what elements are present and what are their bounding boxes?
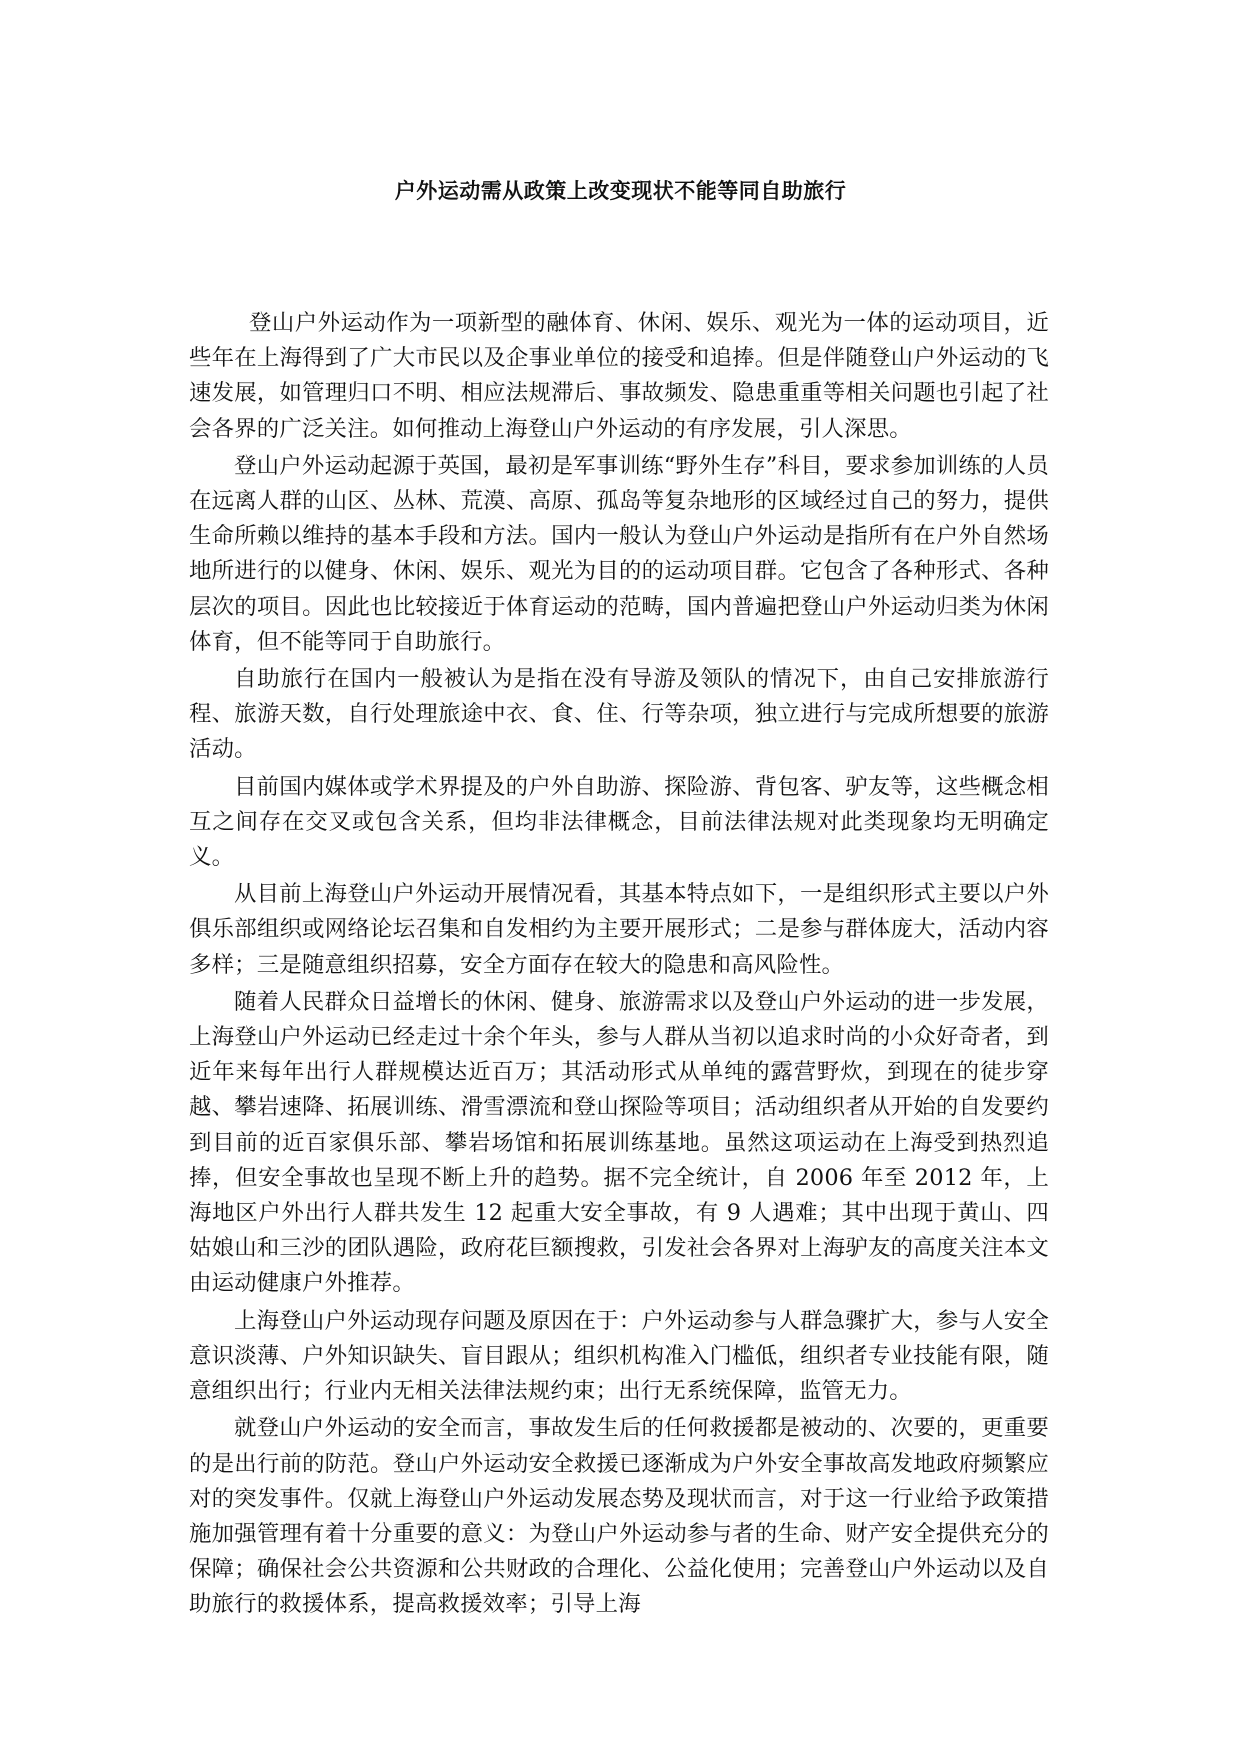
paragraph: 登山户外运动起源于英国，最初是军事训练“野外生存”科目，要求参加训练的人员在远离人群的山区、丛林、荒漠、高原、孤岛等复杂地形的区域经过自己的努力，提供生命所赖以维持的基本手段和方法。国内一般认为登山户外运动是指所有在户外自然场地所进行的以健身、休闲、娱乐、观光为目的的运动项目群。它包含了各种形式、各种层次的项目。因此也比较接近于体育运动的范畴，国内普遍把登山户外运动归类为休闲体育，但不能等同于自助旅行。: [189, 452, 1049, 655]
paragraph: 就登山户外运动的安全而言，事故发生后的任何救援都是被动的、次要的，更重要的是出行前的防范。登山户外运动安全救援已逐渐成为户外安全事故高发地政府频繁应对的突发事件。仅就上海登山户外运动发展态势及现状而言，对于这一行业给予政策措施加强管理有着十分重要的意义：为登山户外运动参与者的生命、财产安全提供充分的保障；确保社会公共资源和公共财政的合理化、公益化使用；完善登山户外运动以及自助旅行的救援体系，提高救援效率；引导上海: [189, 1415, 1049, 1618]
paragraph: 自助旅行在国内一般被认为是指在没有导游及领队的情况下，由自己安排旅游行程、旅游天数，自行处理旅途中衣、食、住、行等杂项，独立进行与完成所想要的旅游活动。: [189, 666, 1049, 763]
document-body: [189, 306, 1049, 1623]
paragraph: 上海登山户外运动现存问题及原因在于：户外运动参与人群急骤扩大，参与人安全意识淡薄、户外知识缺失、盲目跟从；组织机构准入门槛低，组织者专业技能有限，随意组织出行；行业内无相关法律法规约束；出行无系统保障，监管无力。: [189, 1307, 1049, 1405]
document-title: 户外运动需从政策上改变现状不能等同自助旅行: [394, 179, 847, 203]
paragraph: 从目前上海登山户外运动开展情况看，其基本特点如下，一是组织形式主要以户外俱乐部组织或网络论坛召集和自发相约为主要开展形式；二是参与群体庞大，活动内容多样；三是随意组织招募，安全方面存在较大的隐患和高风险性。: [189, 881, 1049, 978]
paragraph: 目前国内媒体或学术界提及的户外自助游、探险游、背包客、驴友等，这些概念相互之间存在交叉或包含关系，但均非法律概念，目前法律法规对此类现象均无明确定义。: [189, 773, 1049, 871]
paragraph: 登山户外运动作为一项新型的融体育、休闲、娱乐、观光为一体的运动项目，近些年在上海得到了广大市民以及企事业单位的接受和追捧。但是伴随登山户外运动的飞速发展，如管理归口不明、相应法规滞后、事故频发、隐患重重等相关问题也引起了社会各界的广泛关注。如何推动上海登山户外运动的有序发展，引人深思。: [189, 310, 1049, 442]
paragraph: 随着人民群众日益增长的休闲、健身、旅游需求以及登山户外运动的进一步发展，上海登山户外运动已经走过十余个年头，参与人群从当初以追求时尚的小众好奇者，到近年来每年出行人群规模达近百万；其活动形式从单纯的露营野炊，到现在的徒步穿越、攀岩速降、拓展训练、滑雪漂流和登山探险等项目；活动组织者从开始的自发要约到目前的近百家俱乐部、攀岩场馆和拓展训练基地。虽然这项运动在上海受到热烈追捧，但安全事故也呈现不断上升的趋势。据不完全统计，自 2006 年至 2012 年，上海地区户外出行人群共发生 12 起重大安全事故，有 9 人遇难；其中出现于黄山、四姑娘山和三沙的团队遇险，政府花巨额搜救，引发社会各界对上海驴友的高度关注本文由运动健康户外推荐。: [189, 988, 1049, 1297]
